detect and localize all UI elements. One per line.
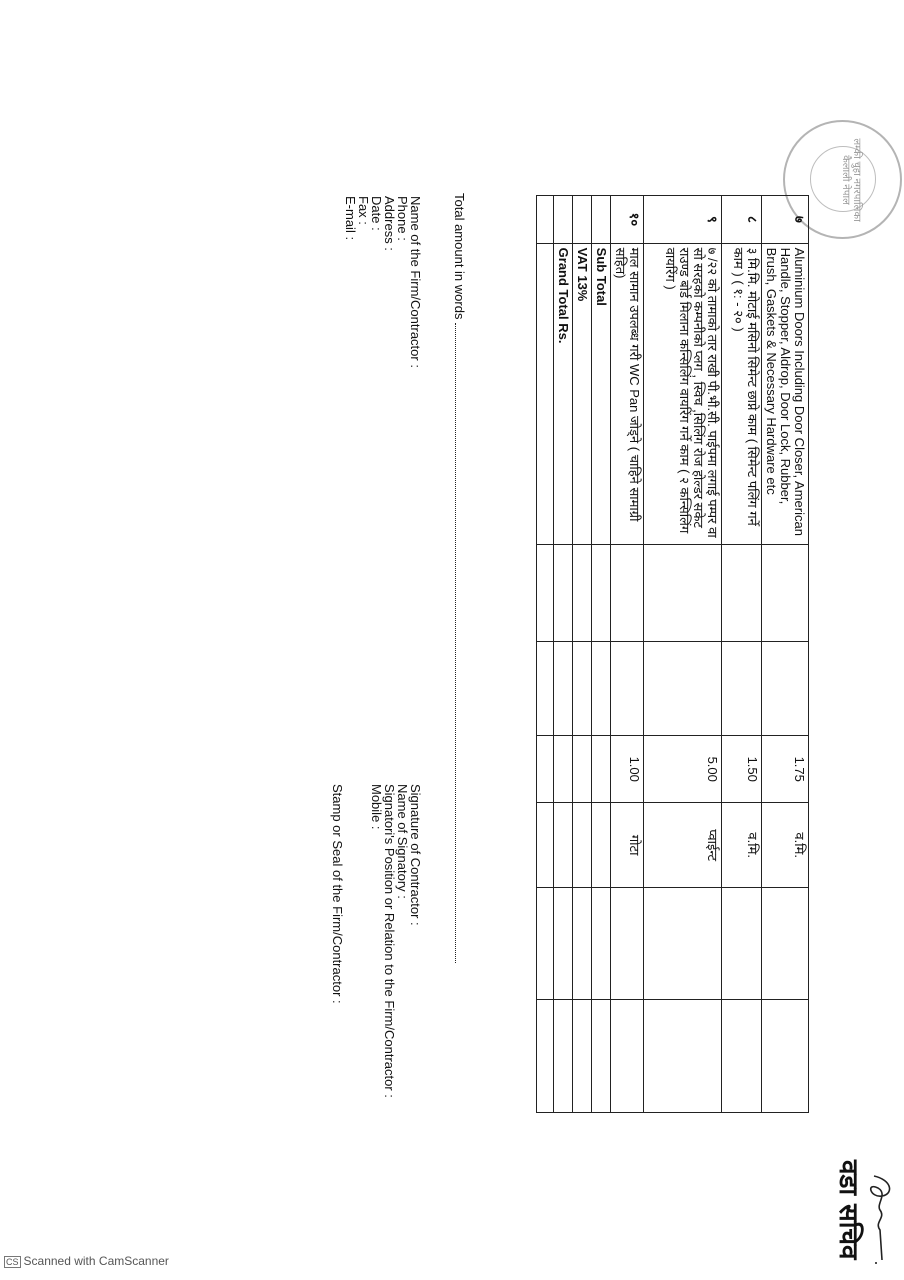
amount-cell [722,999,762,1112]
empty-cell [592,641,611,735]
sub-total-amount-cell [592,999,611,1112]
empty-cell [537,243,554,545]
table-row [762,196,809,1113]
empty-cell [537,641,554,735]
serial-number-cell: ७ [762,196,809,244]
empty-cell [554,736,573,803]
quantity-cell: 1.50 [722,736,762,803]
description-cell: ३ मि.मि. मोटाई मसिनो सिमेन्ट छाप्ने काम ( सिमेन्ट पलिंग गर्ने काम ) ( १: - २० ) [722,243,762,545]
handwritten-title: वडा सचिव [833,1160,863,1260]
rate-cell [762,888,809,1000]
dotted-line [455,323,467,963]
serial-number-cell: ९ [644,196,722,244]
quantity-cell: 1.75 [762,736,809,803]
signatory-position-field: Signatori's Position or Relation to the Firm/Contractor : [382,784,397,1098]
grand-total-row [554,196,573,1113]
sub-total-row [592,196,611,1113]
sub-total-label: Sub Total [592,243,611,545]
description-cell: Aluminium Doors Including Door Closer, American Handle, Stopper, Aldrop, Door Lock, Rubber, Brush, Gaskets & Necessary Hardware etc [762,243,809,545]
phone-field: Phone : [395,196,410,241]
empty-cell [722,641,762,735]
empty-cell [537,888,554,1000]
description-cell: माल सामान उपलब्ध गरी WC Pan जोड्ने ( चाहिने सामाग्री सहित) [611,243,644,545]
serial-number-cell: ८ [722,196,762,244]
amount-cell [762,999,809,1112]
empty-cell [762,641,809,735]
empty-cell [611,641,644,735]
empty-cell [554,196,573,244]
empty-cell [573,641,592,735]
total-words-label: Total amount in words [452,193,467,320]
unit-cell: व.मि. [762,803,809,888]
quantity-cell: 5.00 [644,736,722,803]
grand-total-amount-cell [554,999,573,1112]
empty-cell [554,545,573,641]
empty-cell [554,888,573,1000]
vat-amount-cell [573,999,592,1112]
grand-total-label: Grand Total Rs. [554,243,573,545]
empty-cell [554,641,573,735]
rate-cell [644,888,722,1000]
empty-cell [573,736,592,803]
unit-cell: प्वाईन्ट [644,803,722,888]
mobile-field: Mobile : [369,784,384,830]
blank-row [537,196,554,1113]
bill-of-quantities-table [536,195,809,1113]
empty-cell [644,545,722,641]
empty-cell [592,888,611,1000]
rate-cell [611,888,644,1000]
stamp-label: Stamp or Seal of the Firm/Contractor : [330,784,345,1004]
rate-cell [722,888,762,1000]
empty-cell [554,803,573,888]
empty-cell [592,545,611,641]
empty-cell [573,803,592,888]
empty-cell [592,736,611,803]
email-field: E-mail : [343,196,358,241]
empty-cell [644,641,722,735]
empty-cell [573,545,592,641]
empty-cell [762,545,809,641]
total-amount-in-words [452,193,467,963]
unit-cell: व.मि. [722,803,762,888]
empty-cell [592,803,611,888]
empty-cell [611,545,644,641]
firm-details [344,196,422,368]
empty-cell [573,888,592,1000]
signatory-details [370,784,422,1098]
vat-label: VAT 13% [573,243,592,545]
seal-text: लम्की चुहा नगरपालिका कैलाली नेपाल [840,138,862,222]
scanner-text: Scanned with CamScanner [23,1254,169,1268]
empty-cell [537,999,554,1112]
unit-cell: गोटा [611,803,644,888]
vat-row [573,196,592,1113]
empty-cell [592,196,611,244]
table-row [611,196,644,1113]
address-field: Address : [382,196,397,251]
empty-cell [722,545,762,641]
amount-cell [611,999,644,1112]
fax-field: Fax : [356,196,371,225]
empty-cell [573,196,592,244]
signature-field: Signature of Contractor : [408,784,423,926]
description-cell: ७ /२२ को तामाको तार राखी पी.भी.सी. पाईपमा लगाई पम्पर वा सो सरहको कम्पनीको प्लग , स्विच ,सिलिंग रोज होल्डर सकेट राउण्ड बोर्ड मिलाना कन्सिलिंग वायरिंग गर्ने काम ( २ कन्सिलिंग वायरिंग ) [644,243,722,545]
empty-cell [537,545,554,641]
quantity-cell: 1.00 [611,736,644,803]
table-row [644,196,722,1113]
date-field: Date : [369,196,384,231]
empty-cell [537,736,554,803]
camscanner-badge: CS [6,1257,19,1267]
empty-cell [537,803,554,888]
empty-cell [537,196,554,244]
signatory-name-field: Name of Signatory : [395,784,410,899]
scanner-watermark [4,1254,169,1268]
amount-cell [644,999,722,1112]
serial-number-cell: १० [611,196,644,244]
table-row [722,196,762,1113]
firm-name-field: Name of the Firm/Contractor : [408,196,423,368]
